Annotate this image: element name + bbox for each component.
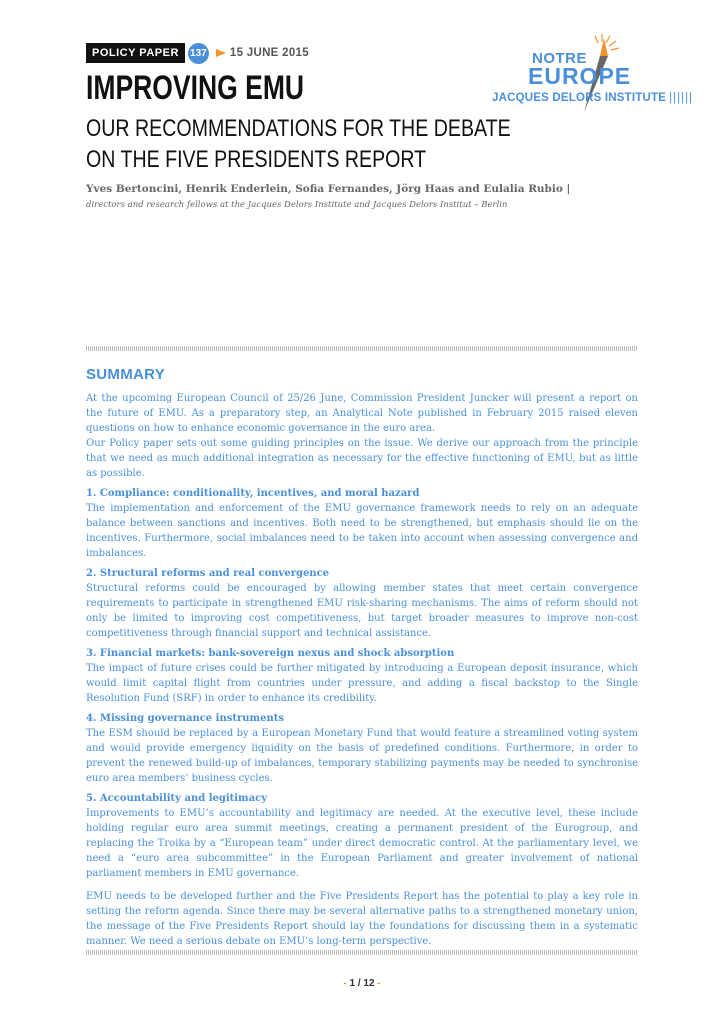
subtitle-line-1: OUR RECOMMENDATIONS FOR THE DEBATE [86, 115, 511, 142]
bottom-divider [86, 950, 638, 955]
section-heading-2: 2. Structural reforms and real convergence [86, 568, 330, 579]
header-row [86, 43, 309, 63]
subtitle-line-2: ON THE FIVE PRESIDENTS REPORT [86, 146, 427, 173]
page-footer [0, 978, 724, 989]
section-text-4: The ESM should be replaced by a European Monetary Fund that would feature a streamlined voting system and would provide emergency liquidity on the basis of predefined conditions. Furthermore, in order to prevent the renewed build-up of imbalances, temporary stabilizing payments may be needed to synchronise euro area members’ business cycles. [86, 728, 638, 784]
logo-text-europe: EUROPE [528, 63, 632, 89]
logo-text-notre: NOTRE [532, 50, 587, 67]
logo-bars: |||||| [669, 92, 694, 104]
publication-date: 15 JUNE 2015 [229, 47, 309, 59]
series-label: POLICY PAPER [86, 43, 185, 63]
author-affiliation: directors and research fellows at the Jacques Delors Institute and Jacques Delors Institut – Berlin [86, 200, 508, 210]
summary-intro-2: Our Policy paper sets out some guiding principles on the issue. We derive our approach from the principle that we need as much additional integration as necessary for the effective functioning of EMU, but as little as possible. [86, 438, 638, 479]
summary-body [86, 391, 638, 949]
top-divider [86, 346, 638, 351]
summary-intro-1: At the upcoming European Council of 25/26 June, Commission President Juncker will present a report on the future of EMU. As a preparatory step, an Analytical Note published in February 2015 raised eleven questions on how to enhance economic governance in the euro area. [86, 393, 638, 434]
summary-heading: SUMMARY [86, 366, 166, 383]
section-heading-4: 4. Missing governance instruments [86, 713, 284, 724]
page-number: 1 / 12 [349, 978, 375, 989]
section-heading-1: 1. Compliance: conditionality, incentives, and moral hazard [86, 488, 420, 499]
series-number-badge: 137 [188, 43, 209, 64]
section-heading-3: 3. Financial markets: bank-sovereign nexus and shock absorption [86, 648, 455, 659]
logo-institute-name: JACQUES DELORS INSTITUTE [492, 92, 667, 104]
authors: Yves Bertoncini, Henrik Enderlein, Sofia Fernandes, Jörg Haas and Eulalia Rubio | [86, 183, 571, 195]
institute-logo [490, 30, 694, 116]
page-title: IMPROVING EMU [86, 69, 305, 107]
section-heading-5: 5. Accountability and legitimacy [86, 793, 268, 804]
section-text-5: Improvements to EMU’s accountability and legitimacy are needed. At the executive level, these include holding regular euro area summit meetings, creating a permanent president of the Eurogroup, and replacing the Troika by a “European team” under direct democratic control. At the parliamentary level, we need a “euro area subcommittee” in the European Parliament and greater involvement of national parliament members in EMU governance. [86, 808, 638, 879]
section-text-2: Structural reforms could be encouraged by allowing member states that meet certain convergence requirements to participate in strengthened EMU risk-sharing mechanisms. The aims of reform should not only be limited to improving cost competitiveness, but target broader measures to improve non-cost competitiveness through financial support and technical assistance. [86, 583, 638, 639]
section-text-1: The implementation and enforcement of the EMU governance framework needs to rely on an adequate balance between sanctions and incentives. Both need to be strengthened, but emphasis should lie on the incentives. Furthermore, social imbalances need to be taken into account when assessing convergence and imbalances. [86, 503, 638, 559]
section-text-3: The impact of future crises could be further mitigated by introducing a European deposit insurance, which would limit capital flight from countries under pressure, and adding a fiscal backstop to the Single Resolution Fund (SRF) in order to enhance its credibility. [86, 663, 638, 704]
logo-text-institute [492, 92, 693, 104]
page-subtitle [86, 113, 511, 175]
footer-dash-left: - [343, 978, 347, 989]
arrow-icon [216, 49, 226, 57]
footer-dash-right: - [377, 978, 381, 989]
summary-closing: EMU needs to be developed further and the Five Presidents Report has the potential to play a key role in setting the reform agenda. Since there may be several alternative paths to a strengthened monetary union, the message of the Five Presidents Report should lay the foundations for discussing them in a systematic manner. We need a serious debate on EMU’s long-term perspective. [86, 891, 638, 947]
